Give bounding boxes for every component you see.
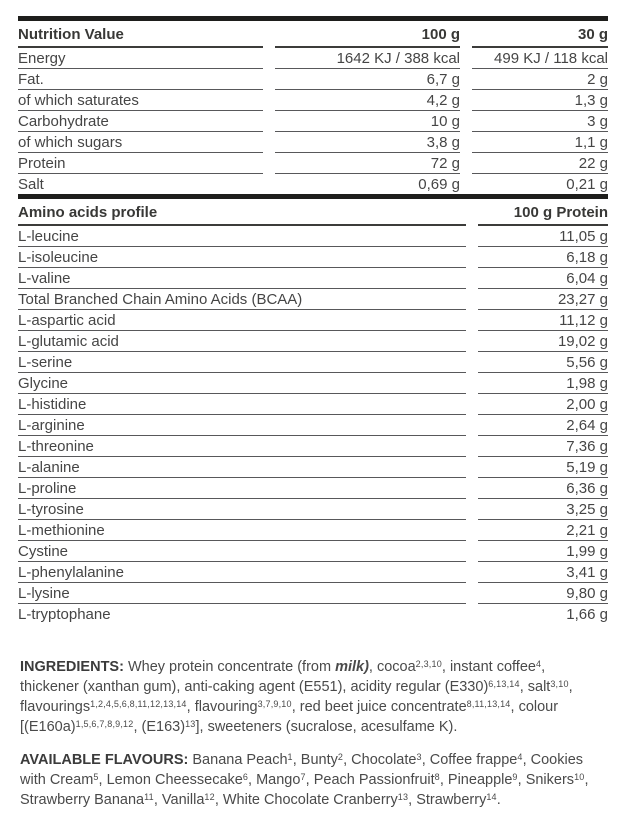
column-header-30g: 30 g [472, 21, 608, 48]
table-row [18, 457, 608, 478]
text-run: , (E163) [133, 719, 186, 735]
footnote-superscript: 13 [185, 718, 196, 729]
text-run: , Mango [248, 772, 301, 788]
text-run: , Pineapple [439, 772, 513, 788]
row-value: 1642 KJ / 388 kcal [275, 48, 460, 69]
amino-table-header [18, 199, 608, 226]
allergen-emphasis: milk) [335, 659, 369, 675]
text-run: , Peach Passionfruit [305, 772, 435, 788]
row-value: 2 g [472, 69, 608, 90]
text-run: ], sweeteners (sucralose, acesulfame K). [195, 719, 458, 735]
row-label: L-serine [18, 352, 466, 373]
footnote-superscript: 3 [416, 751, 422, 762]
row-value: 72 g [275, 153, 460, 174]
row-label: Carbohydrate [18, 111, 263, 132]
text-run: , Bunty [292, 752, 338, 768]
footnote-superscript: 2,3,10 [415, 658, 442, 669]
row-value: 3,8 g [275, 132, 460, 153]
table-row [18, 394, 608, 415]
column-header-amino-acids-profile: Amino acids profile [18, 199, 466, 226]
footnote-superscript: 4 [535, 658, 542, 669]
row-value: 0,69 g [418, 176, 460, 193]
table-row [18, 153, 608, 174]
footnote-superscript: 1 [287, 751, 293, 762]
row-value: 499 KJ / 118 kcal [472, 48, 608, 69]
ingredients-label: INGREDIENTS: [20, 659, 124, 675]
row-value: 9,80 g [478, 583, 608, 604]
ingredients-paragraph [20, 657, 606, 737]
text-run: , Coffee frappe [421, 752, 518, 768]
row-value: 6,36 g [478, 478, 608, 499]
table-row [18, 132, 608, 153]
row-value: 11,05 g [478, 226, 608, 247]
row-value: 10 g [275, 111, 460, 132]
footnote-superscript: 8,11,13,14 [466, 698, 511, 709]
row-label: L-phenylalanine [18, 562, 466, 583]
row-label: L-lysine [18, 583, 466, 604]
table-row [18, 520, 608, 541]
table-row [18, 331, 608, 352]
amino-acids-table [18, 199, 608, 624]
nutrition-table-body [18, 48, 608, 194]
row-label: L-histidine [18, 394, 466, 415]
row-label: Cystine [18, 541, 466, 562]
footnote-superscript: 8 [434, 771, 440, 782]
row-value: 2,00 g [478, 394, 608, 415]
row-value: 1,99 g [478, 541, 608, 562]
row-value: 23,27 g [478, 289, 608, 310]
column-header-nutrition-value: Nutrition Value [18, 21, 263, 48]
table-row [18, 562, 608, 583]
row-value: 6,18 g [478, 247, 608, 268]
text-run: , colour [(E160a) [20, 699, 559, 735]
row-value: 7,36 g [478, 436, 608, 457]
text-run: , Vanilla [153, 792, 205, 808]
footnote-superscript: 1,5,6,7,8,9,12 [75, 718, 134, 729]
row-label: L-isoleucine [18, 247, 466, 268]
row-value: 2,64 g [478, 415, 608, 436]
table-row [18, 310, 608, 331]
table-row [18, 478, 608, 499]
table-row [18, 247, 608, 268]
row-value: 3,25 g [478, 499, 608, 520]
text-run: , salt [519, 679, 551, 695]
row-label: L-tryptophane [18, 606, 111, 623]
text-run: , Cookies with Cream [20, 752, 584, 788]
row-label: L-threonine [18, 436, 466, 457]
footnote-superscript: 6,13,14 [488, 678, 520, 689]
row-label: Salt [18, 176, 44, 193]
footnote-superscript: 6 [242, 771, 249, 782]
row-label: L-proline [18, 478, 466, 499]
table-row [18, 436, 608, 457]
row-label: of which sugars [18, 132, 263, 153]
footnote-superscript: 3,10 [550, 678, 569, 689]
table-row [18, 352, 608, 373]
footnote-superscript: 5 [93, 771, 99, 782]
table-row [18, 111, 608, 132]
row-label: L-arginine [18, 415, 466, 436]
row-value: 1,3 g [472, 90, 608, 111]
text-run: , red beet juice concentrate [291, 699, 467, 715]
row-value: 19,02 g [478, 331, 608, 352]
column-header-100g-protein: 100 g Protein [478, 199, 608, 226]
text-run: Whey protein concentrate (from [123, 659, 336, 675]
column-header-100g: 100 g [275, 21, 460, 48]
row-label: Energy [18, 48, 263, 69]
row-label: Fat. [18, 69, 263, 90]
table-row [18, 48, 608, 69]
table-row [18, 604, 608, 624]
table-row [18, 373, 608, 394]
table-row [18, 90, 608, 111]
row-label: L-tyrosine [18, 499, 466, 520]
footnote-superscript: 1,2,4,5,6,8,11,12,13,14 [90, 698, 187, 709]
text-run: , thickener (xanthan gum), anti-caking agent (E551), acidity regular (E330) [20, 659, 546, 695]
text-run: , Chocolate [343, 752, 417, 768]
row-value: 1,66 g [566, 606, 608, 623]
table-row [18, 289, 608, 310]
footnote-superscript: 13 [397, 791, 409, 802]
row-label: L-leucine [18, 226, 466, 247]
row-value: 3,41 g [478, 562, 608, 583]
amino-table-body [18, 226, 608, 624]
table-row [18, 499, 608, 520]
available-flavours-label: AVAILABLE FLAVOURS: [20, 752, 189, 768]
text-run: , Strawberry [408, 792, 487, 808]
text-run: , White Chocolate Cranberry [214, 792, 398, 808]
table-row [18, 268, 608, 289]
footnote-superscript: 10 [574, 771, 585, 782]
table-row [18, 69, 608, 90]
row-label: Glycine [18, 373, 466, 394]
table-row [18, 541, 608, 562]
row-label: L-glutamic acid [18, 331, 466, 352]
footnote-superscript: 9 [512, 771, 518, 782]
footnote-superscript: 7 [300, 771, 306, 782]
row-value: 4,2 g [275, 90, 460, 111]
row-value: 22 g [472, 153, 608, 174]
row-label: L-aspartic acid [18, 310, 466, 331]
table-row [18, 226, 608, 247]
footnote-superscript: 2 [337, 751, 344, 762]
nutrition-table-header [18, 21, 608, 48]
text-run: , cocoa [368, 659, 416, 675]
row-label: Total Branched Chain Amino Acids (BCAA) [18, 289, 466, 310]
row-value: 1,1 g [472, 132, 608, 153]
text-run: Banana Peach [188, 752, 288, 768]
table-row [18, 583, 608, 604]
text-run: , flavourings [20, 679, 573, 715]
text-run: , flavouring [186, 699, 258, 715]
footnote-superscript: 3,7,9,10 [257, 698, 292, 709]
row-value: 6,7 g [275, 69, 460, 90]
footnote-superscript: 11 [144, 791, 154, 802]
footnote-superscript: 14 [486, 791, 497, 802]
text-run: . [496, 792, 501, 808]
row-value: 5,56 g [478, 352, 608, 373]
row-value: 1,98 g [478, 373, 608, 394]
row-value: 5,19 g [478, 457, 608, 478]
row-value: 3 g [472, 111, 608, 132]
text-run: , Strawberry Banana [20, 772, 589, 808]
footnote-superscript: 12 [204, 791, 215, 802]
table-row [18, 415, 608, 436]
footnote-superscript: 4 [517, 751, 523, 762]
row-value: 2,21 g [478, 520, 608, 541]
row-label: of which saturates [18, 90, 263, 111]
row-value: 0,21 g [566, 176, 608, 193]
available-flavours-paragraph [20, 750, 606, 810]
row-label: L-valine [18, 268, 466, 289]
text-run: , Lemon Cheessecake [98, 772, 243, 788]
row-label: L-alanine [18, 457, 466, 478]
nutrition-value-table [18, 21, 608, 194]
table-row [18, 174, 608, 194]
text-run: , instant coffee [441, 659, 536, 675]
row-label: L-methionine [18, 520, 466, 541]
row-value: 11,12 g [478, 310, 608, 331]
row-value: 6,04 g [478, 268, 608, 289]
row-label: Protein [18, 153, 263, 174]
text-run: , Snikers [517, 772, 575, 788]
